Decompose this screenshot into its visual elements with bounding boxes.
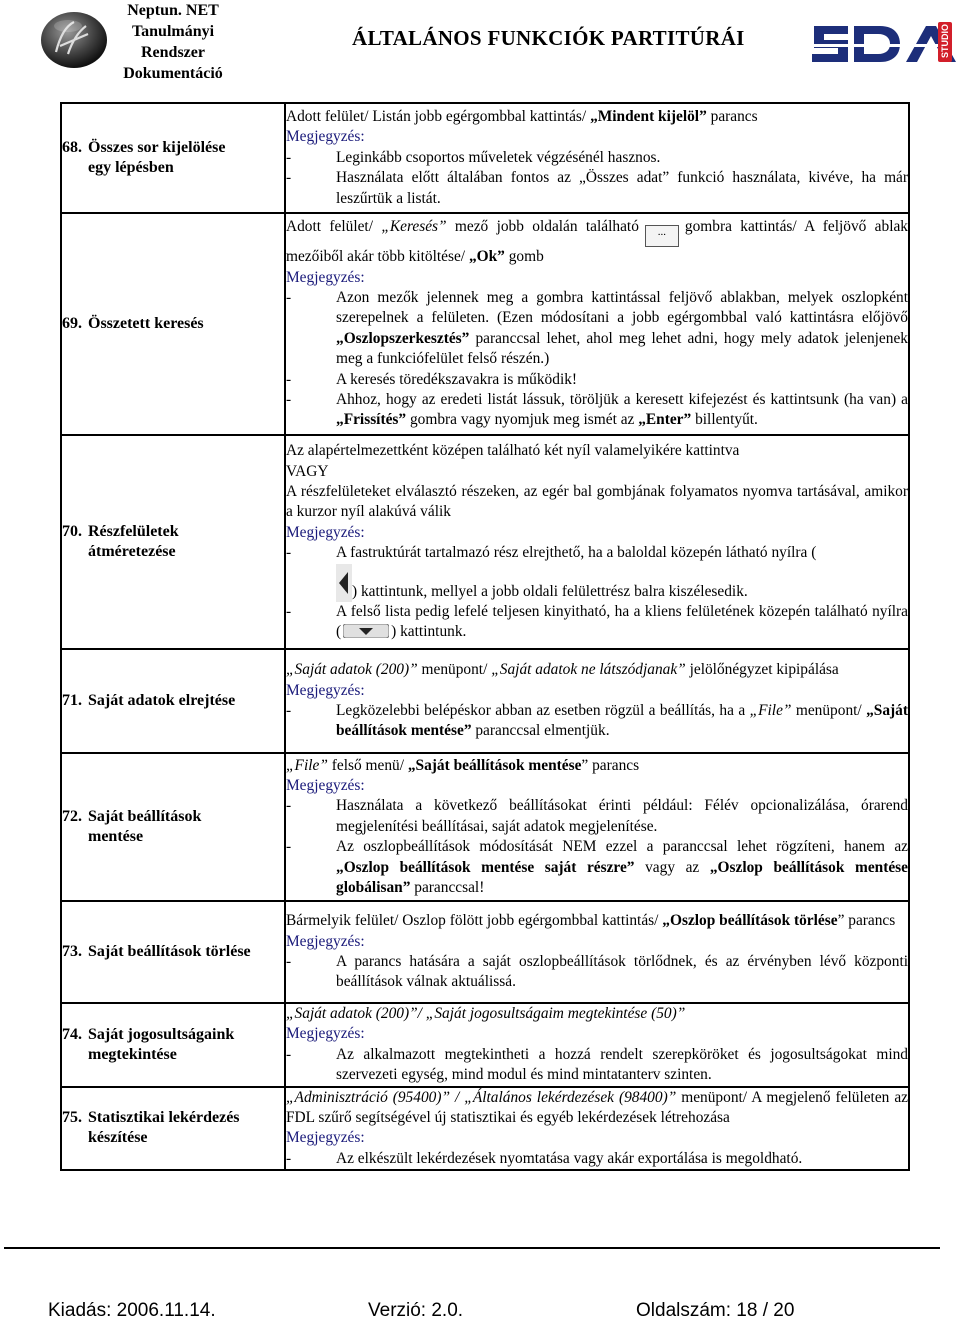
collapse-left-arrow-icon — [336, 564, 352, 602]
footer-divider — [4, 1247, 940, 1249]
section-title: ÁLTALÁNOS FUNKCIÓK PARTITÚRÁI — [352, 26, 745, 50]
row-label: 70. Részfelületek átméretezése — [61, 435, 285, 649]
row-label: 72. Saját beállítások mentése — [61, 753, 285, 901]
row-content: Adott felület/ „Keresés” mező jobb oldalán található ... gombra kattintás/ A feljövő ablak mezőiből akár több kitöltése/ „Ok” gomb Megjegyzés: - Azon mezők jelennek meg a gombra kattintással feljövő ablakban, melyek oszlopként szerepelnek a felületen. (Ezen módosítani a jobb egérgombbal való kattintásra előjövő „Oszlopszerkesztés” paranccsal lehet, ahol meg lehet adni, hogy mely adatok jelenjenek meg a funkciófelület felső részén.) - A keresés töredékszavakra is működik! - Ahhoz, hogy az eredeti listát lássuk, töröljük a keresett kifejezést és kattintsunk (ha van) a „Frissítés” gombra vagy nyomjuk meg ismét az „Enter” billentyűt. — [285, 213, 909, 435]
table-row — [61, 753, 909, 901]
table-row — [61, 435, 909, 649]
note-label: Megjegyzés: — [286, 268, 365, 286]
neptun-logo-icon — [38, 6, 110, 70]
footer-version: Verzió: 2.0. — [368, 1300, 464, 1321]
row-label: 73. Saját beállítások törlése — [61, 901, 285, 1003]
note-label: Megjegyzés: — [286, 681, 365, 699]
note-label: Megjegyzés: — [286, 1025, 365, 1043]
row-label: 71. Saját adatok elrejtése — [61, 649, 285, 753]
footer-issue-date: Kiadás: 2006.11.14. — [48, 1300, 216, 1321]
expand-down-arrow-icon — [343, 624, 389, 638]
row-label: 75. Statisztikai lekérdezés készítése — [61, 1087, 285, 1171]
note-label: Megjegyzés: — [286, 1129, 365, 1147]
doc-title: Neptun. NET Tanulmányi Rendszer Dokumentáció — [123, 2, 223, 82]
row-label: 68. Összes sor kijelölése egy lépésben — [61, 103, 285, 213]
page-header — [0, 0, 960, 90]
note-label: Megjegyzés: — [286, 523, 365, 541]
footer-page-number: Oldalszám: 18 / 20 — [636, 1300, 795, 1321]
row-content: Az alapértelmezettként középen található két nyíl valamelyikére kattintva VAGY A részfelületeket elválasztó részeken, az egér bal gombjának folyamatos nyomva tartásával, amikor a kurzor nyíl alakúvá válik Megjegyzés: - A fastruktúrát tartalmazó rész elrejthető, ha a baloldal közepén látható nyílra ( ) kattintunk, mellyel a jobb oldali felülettrész balra kiszélesedik. - A felső lista pedig lefelé teljesen kinyitható, ha a kliens felületének közepén található nyílra ( ) kattintunk. — [285, 435, 909, 649]
note-label: Megjegyzés: — [286, 932, 365, 950]
note-label: Megjegyzés: — [286, 776, 365, 794]
row-content: „Saját adatok (200)” menüpont/ „Saját adatok ne látszódjanak” jelölőnégyzet kipipálása Megjegyzés: - Legközelebbi belépéskor abban az esetben rögzül a beállítás, ha a „File” menüpont/ „Saját beállítások mentése” paranccsal elmentjük. — [285, 649, 909, 753]
row-content: Adott felület/ Listán jobb egérgombbal kattintás/ „Mindent kijelöl” parancs Megjegyzés: - Leginkább csoportos műveletek végzésénél hasznos. - Használata előtt általában fontos az „Összes adat” funkció használata, kivéve, ha már leszűrtük a listát. — [285, 103, 909, 213]
row-label: 74. Saját jogosultságaink megtekintése — [61, 1003, 285, 1087]
note-label: Megjegyzés: — [286, 128, 365, 146]
table-row — [61, 1087, 909, 1171]
table-row — [61, 213, 909, 435]
ellipsis-button[interactable]: ... — [645, 225, 679, 247]
sda-studio-logo — [808, 18, 960, 70]
row-content: „Adminisztráció (95400)” / „Általános lekérdezések (98400)” menüpont/ A megjelenő felületen az FDL szűrő segítségével új statisztikai és egyéb lekérdezések létrehozása Megjegyzés: - Az elkészült lekérdezések nyomtatása vagy akár exportálása is megoldható. — [285, 1087, 909, 1171]
table-row — [61, 649, 909, 753]
svg-text:STUDIO: STUDIO — [940, 23, 950, 58]
functions-table — [60, 102, 910, 1171]
table-row — [61, 103, 909, 213]
row-content: Bármelyik felület/ Oszlop fölött jobb egérgombbal kattintás/ „Oszlop beállítások törlése” parancs Megjegyzés: - A parancs hatására a saját oszlopbeállítások törlődnek, és az érvényben lévő központi beállítások válnak aktuálissá. — [285, 901, 909, 1003]
row-content: „File” felső menü/ „Saját beállítások mentése” parancs Megjegyzés: - Használata a következő beállításokat érinti például: Félév opcionalizálása, órarend megjelenítési beállításai, saját adatok megjelenítése. - Az oszlopbeállítások módosítását NEM ezzel a paranccsal lehet rögzíteni, hanem az „Oszlop beállítások mentése saját részre” vagy az „Oszlop beállítások mentése globálisan” paranccsal! — [285, 753, 909, 901]
row-label: 69. Összetett keresés — [61, 213, 285, 435]
table-row — [61, 1003, 909, 1087]
row-content: „Saját adatok (200)”/ „Saját jogosultságaim megtekintése (50)” Megjegyzés: - Az alkalmazott megtekintheti a hozzá rendelt szerepköröket és jogosultságokat mind szervezeti egység, mind modul és mind mintatanterv szinten. — [285, 1003, 909, 1087]
table-row — [61, 901, 909, 1003]
